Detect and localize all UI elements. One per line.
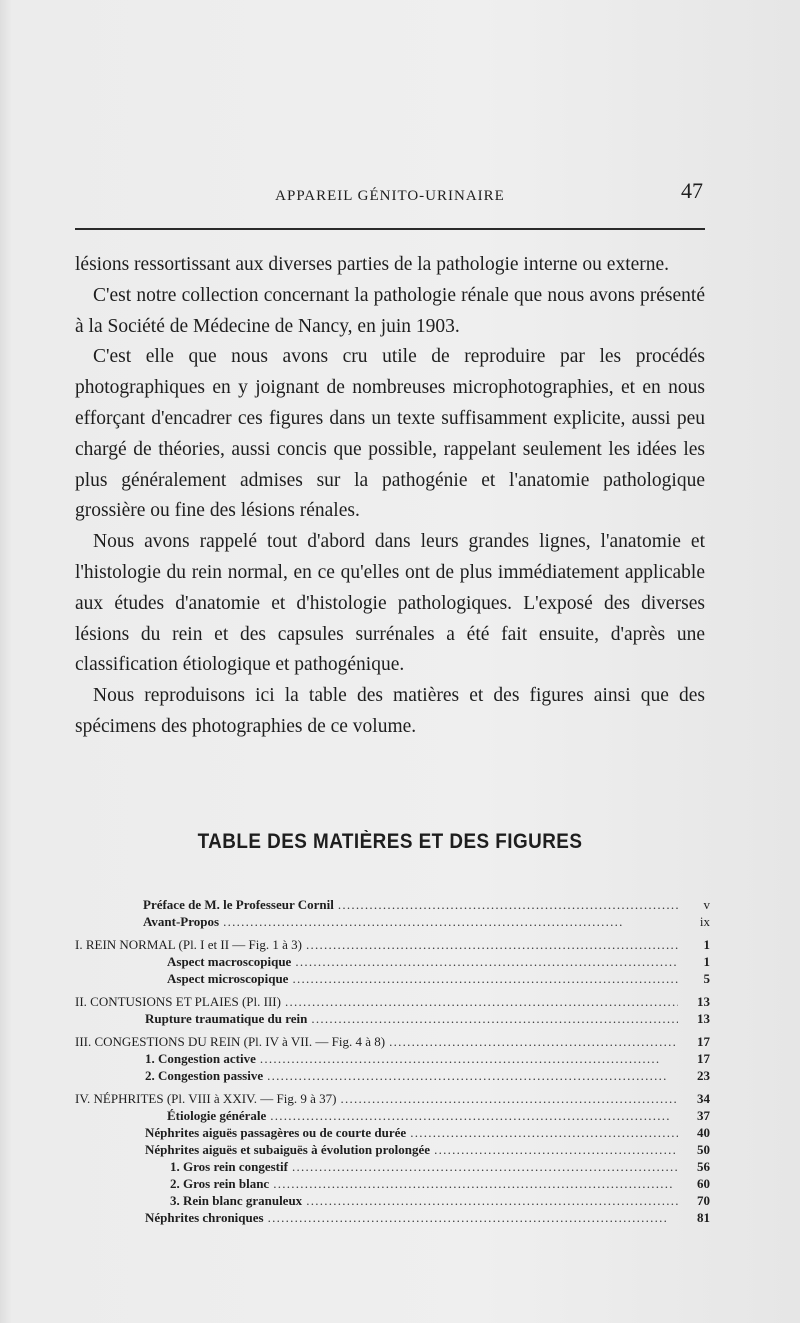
toc-entry-page: 13 (697, 994, 710, 1009)
paragraph: C'est notre collection concernant la pathologie rénale que nous avons présenté à la Société de Médecine de Nancy, en juin 1903. (75, 284, 705, 337)
toc-entry-page: 5 (703, 971, 710, 986)
toc-entry (75, 1141, 710, 1158)
toc-entry-page: 23 (697, 1068, 710, 1083)
toc-leader-dots (292, 1158, 678, 1175)
toc-leader-dots (267, 1067, 678, 1084)
paragraph: Nous reproduisons ici la table des matières et des figures ainsi que des spécimens des photographies de ce volume. (75, 685, 705, 737)
paragraph: C'est elle que nous avons cru utile de reproduire par les procédés photographiques en y joignant de nombreuses microphotographies, et en nous efforçant d'encadrer ces figures dans un texte suffisamment explicite, aussi peu chargé de théories, aussi concis que possible, rappelant seulement les idées les plus généralement admises sur la pathogénie et l'anatomie pathologique grossière ou fine des lésions rénales. (75, 346, 705, 522)
toc-leader-dots (223, 913, 678, 930)
toc-leader-dots (295, 953, 678, 970)
toc-leader-dots (338, 896, 678, 913)
toc-leader-dots (306, 1192, 678, 1209)
toc-entry-label: Rupture traumatique du rein (145, 1011, 308, 1026)
toc-entry-page: 40 (697, 1125, 710, 1140)
toc-leader-dots (340, 1090, 678, 1107)
toc-entry-page: 34 (697, 1091, 710, 1106)
toc-entry (75, 1158, 710, 1175)
toc-entry-label: Néphrites aiguës et subaiguës à évolution prolongée (145, 1142, 431, 1157)
toc-entry-label: IV. NÉPHRITES (Pl. VIII à XXIV. — Fig. 9 à 37) (75, 1091, 337, 1106)
toc-entry-page: 37 (697, 1108, 710, 1123)
toc-entry (75, 1090, 710, 1107)
toc-entry-label: Aspect macroscopique (167, 954, 292, 969)
toc-entry-page: ix (699, 914, 710, 929)
toc-entry (75, 953, 710, 970)
toc-leader-dots (268, 1209, 678, 1226)
toc-entry (75, 1033, 710, 1050)
toc-entry (75, 1067, 710, 1084)
toc-entry (75, 970, 710, 987)
paragraph: Nous avons rappelé tout d'abord dans leurs grandes lignes, l'anatomie et l'histologie du rein normal, en ce qu'elles ont de plus immédiatement applicable aux études d'anatomie et d'histologie pathologiques. L'exposé des diverses lésions du rein et des capsules surrénales a été fait ensuite, d'après une classification étiologique et pathogénique. (75, 531, 705, 676)
toc-leader-dots (292, 970, 678, 987)
toc-entry-page: 60 (697, 1176, 710, 1191)
toc-leader-dots (311, 1010, 678, 1027)
toc-leader-dots (434, 1141, 678, 1158)
toc-entry (75, 896, 710, 913)
toc-title: TABLE DES MATIÈRES ET DES FIGURES (197, 830, 583, 853)
toc-entry-page: v (703, 897, 710, 912)
toc-entry-page: 50 (697, 1142, 710, 1157)
toc-entry (75, 1209, 710, 1226)
toc-entry-page: 70 (697, 1193, 710, 1208)
toc-entry-label: Avant-Propos (143, 914, 220, 929)
toc-entry-page: 13 (697, 1011, 710, 1026)
toc-entry-label: 1. Congestion active (145, 1051, 256, 1066)
body-text (75, 250, 705, 743)
toc-entry-label: Néphrites aiguës passagères ou de courte durée (145, 1125, 407, 1140)
toc-entry-label: Préface de M. le Professeur Cornil (143, 897, 334, 912)
toc-entry (75, 913, 710, 930)
toc-entry (75, 1050, 710, 1067)
toc-leader-dots (410, 1124, 678, 1141)
toc-entry-label: III. CONGESTIONS DU REIN (Pl. IV à VII. — Fig. 4 à 8) (75, 1034, 386, 1049)
page-header (75, 178, 705, 214)
toc-leader-dots (389, 1033, 678, 1050)
running-title: APPAREIL GÉNITO-URINAIRE (275, 188, 505, 204)
toc-entry (75, 1010, 710, 1027)
toc-entry (75, 1107, 710, 1124)
toc-entry (75, 1192, 710, 1209)
toc-entry (75, 1124, 710, 1141)
toc-entry-label: 2. Gros rein blanc (170, 1176, 270, 1191)
header-rule (75, 228, 705, 230)
page-number: 47 (681, 178, 703, 203)
toc-leader-dots (273, 1175, 678, 1192)
toc-entry-label: Étiologie générale (167, 1108, 267, 1123)
toc-entry (75, 993, 710, 1010)
toc-leader-dots (285, 993, 678, 1010)
toc-leader-dots (260, 1050, 678, 1067)
toc-entry (75, 936, 710, 953)
table-of-contents (75, 896, 710, 1226)
toc-entry-page: 1 (703, 954, 710, 969)
toc-entry-page: 56 (697, 1159, 710, 1174)
toc-entry-page: 17 (697, 1034, 710, 1049)
toc-entry-page: 1 (703, 937, 710, 952)
toc-leader-dots (270, 1107, 678, 1124)
toc-entry-label: II. CONTUSIONS ET PLAIES (Pl. III) (75, 994, 281, 1009)
toc-entry-label: 1. Gros rein congestif (170, 1159, 288, 1174)
toc-entry-label: 2. Congestion passive (145, 1068, 264, 1083)
toc-entry-label: 3. Rein blanc granuleux (170, 1193, 303, 1208)
paragraph: lésions ressortissant aux diverses parties de la pathologie interne ou externe. (75, 254, 670, 275)
toc-leader-dots (306, 936, 678, 953)
toc-entry-page: 17 (697, 1051, 710, 1066)
toc-entry-label: I. REIN NORMAL (Pl. I et II — Fig. 1 à 3) (75, 937, 302, 952)
toc-entry (75, 1175, 710, 1192)
toc-entry-page: 81 (697, 1210, 710, 1225)
toc-entry-label: Néphrites chroniques (145, 1210, 264, 1225)
toc-entry-label: Aspect microscopique (167, 971, 289, 986)
